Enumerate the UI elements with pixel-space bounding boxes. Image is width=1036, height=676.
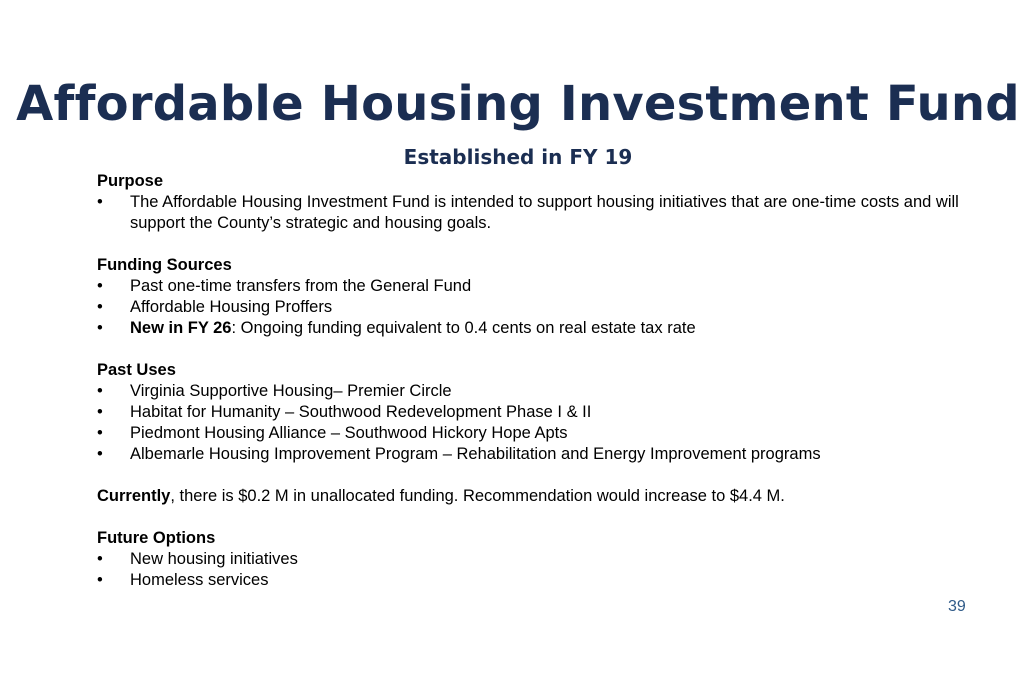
past-uses-list <box>97 381 977 465</box>
currently-text: , there is $0.2 M in unallocated funding. Recommendation would increase to $4.4 M. <box>170 487 785 505</box>
funding-sources-list <box>97 276 977 339</box>
past-use-text: Albemarle Housing Improvement Program – Rehabilitation and Energy Improvement programs <box>130 445 821 463</box>
purpose-heading: Purpose <box>97 172 164 190</box>
future-options-heading: Future Options <box>97 529 216 547</box>
future-option-text: Homeless services <box>130 571 269 589</box>
bullet-icon: • <box>97 277 103 295</box>
new-in-fy26-text: : Ongoing funding equivalent to 0.4 cents on real estate tax rate <box>231 319 696 337</box>
past-use-item <box>97 444 977 465</box>
page-number: 39 <box>948 598 966 615</box>
future-option-text: New housing initiatives <box>130 550 298 568</box>
past-use-item <box>97 381 977 402</box>
purpose-section <box>97 171 977 234</box>
bullet-icon: • <box>97 319 103 337</box>
future-option-item <box>97 570 977 591</box>
past-use-text: Piedmont Housing Alliance – Southwood Hickory Hope Apts <box>130 424 568 442</box>
funding-source-text: Past one-time transfers from the General Fund <box>130 277 472 295</box>
purpose-item-text: The Affordable Housing Investment Fund is intended to support housing initiatives that are one-time costs and will support the County’s strategic and housing goals. <box>130 193 959 232</box>
bullet-icon: • <box>97 550 103 568</box>
bullet-icon: • <box>97 571 103 589</box>
purpose-list <box>97 192 977 234</box>
bullet-icon: • <box>97 193 103 211</box>
funding-sources-heading: Funding Sources <box>97 256 232 274</box>
bullet-icon: • <box>97 424 103 442</box>
bullet-icon: • <box>97 382 103 400</box>
future-options-section <box>97 528 977 591</box>
past-uses-section <box>97 360 977 465</box>
past-use-item <box>97 423 977 444</box>
currently-paragraph <box>97 486 977 507</box>
past-use-text: Virginia Supportive Housing– Premier Circle <box>130 382 452 400</box>
purpose-item <box>97 192 977 234</box>
slide-content <box>97 171 977 612</box>
funding-source-item <box>97 276 977 297</box>
slide-title: Affordable Housing Investment Fund <box>16 76 1020 132</box>
future-options-list <box>97 549 977 591</box>
future-option-item <box>97 549 977 570</box>
funding-source-text: Affordable Housing Proffers <box>130 298 333 316</box>
bullet-icon: • <box>97 445 103 463</box>
past-uses-heading: Past Uses <box>97 361 176 379</box>
slide-subtitle: Established in FY 19 <box>403 145 633 169</box>
funding-source-item-new <box>97 318 977 339</box>
funding-sources-section <box>97 255 977 339</box>
funding-source-item <box>97 297 977 318</box>
bullet-icon: • <box>97 403 103 421</box>
past-use-text: Habitat for Humanity – Southwood Redevelopment Phase I & II <box>130 403 592 421</box>
new-in-fy26-label: New in FY 26 <box>130 319 232 337</box>
past-use-item <box>97 402 977 423</box>
currently-label: Currently <box>97 487 171 505</box>
bullet-icon: • <box>97 298 103 316</box>
